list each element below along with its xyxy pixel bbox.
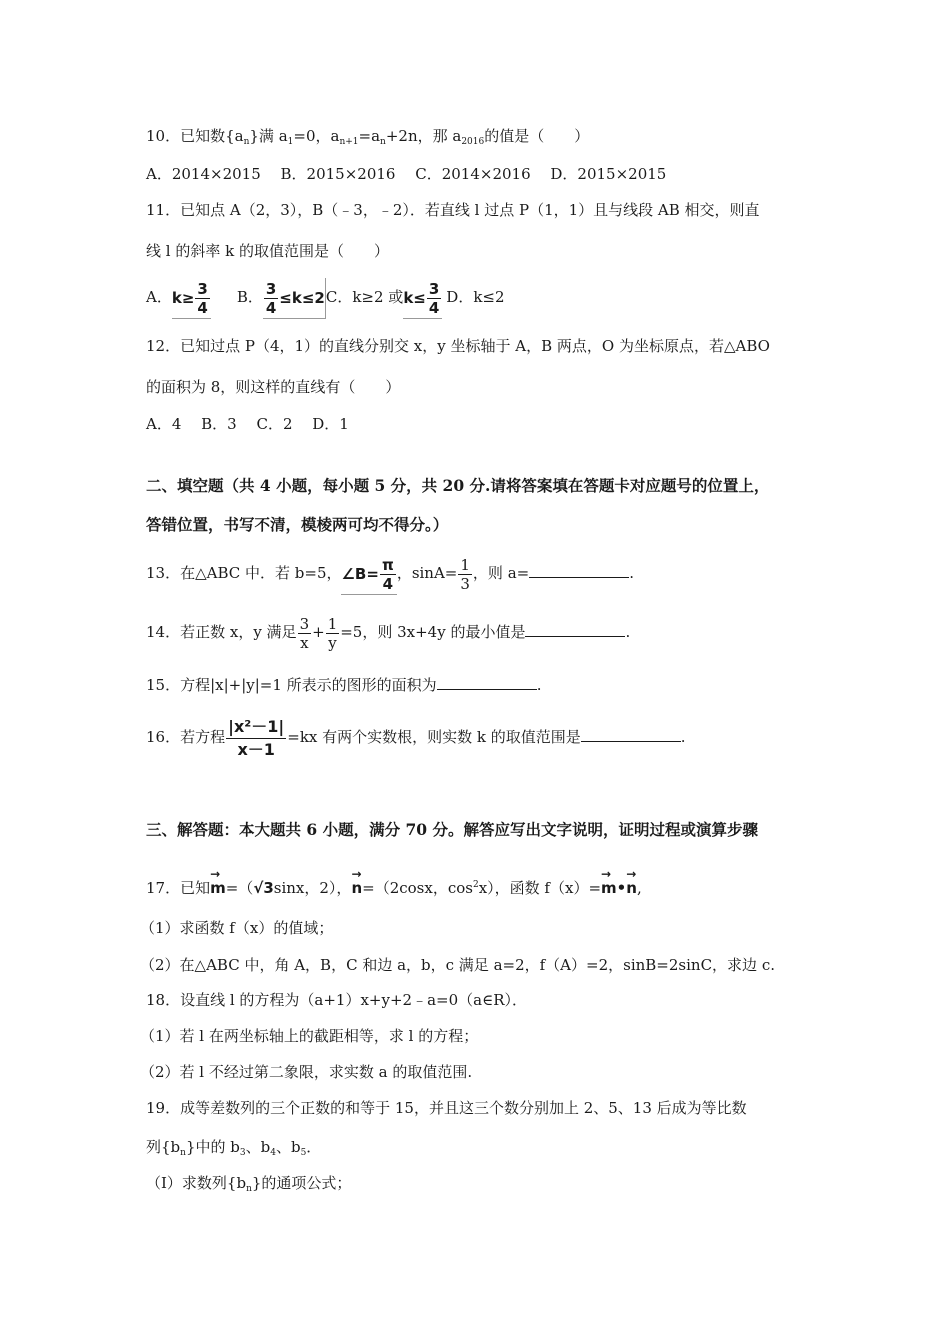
question-18: 18．设直线 l 的方程为（a+1）x+y+2﹣a=0（a∈R）． — [146, 991, 527, 1009]
question-18-part1: （1）若 l 在两坐标轴上的截距相等，求 l 的方程； — [140, 1027, 479, 1045]
vector-n-product: → n — [626, 860, 637, 908]
question-11-options: A．k≥ $\frac{3}{4}$ B． $\frac{3}{4}$ ≤k≤2C．k≥2 或k≤ $\frac{3}{4}$ D．k≤2 — [146, 277, 505, 317]
answer-blank-14[interactable] — [525, 621, 625, 637]
sin-a-fraction: $\frac{1}{3}$ — [460, 555, 470, 593]
question-11-line2: 线 l 的斜率 k 的取值范围是（ ） — [146, 242, 389, 260]
section-3-heading: 三、解答题：本大题共 6 小题，满分 70 分。解答应写出文字说明，证明过程或演算步骤 — [146, 820, 758, 839]
question-10: 10．已知数$\{a_n\}$满 $a_1=0$，$a_{n+1}=a_n+2n$，那 $a_{2016}$的值是（ ） — [146, 127, 590, 147]
one-over-y-fraction: $\frac{1}{y}$ — [327, 614, 338, 652]
question-11-line1: 11．已知点 A（2，3），B（﹣3，﹣2）．若直线 l 过点 P（1，1）且与线段 AB 相交，则直 — [146, 201, 760, 219]
answer-blank-13[interactable] — [529, 562, 629, 578]
question-17: 17．已知→ m=（√3sinx，2），→ n=（2cosx，$\cos^2x$），函数 f（x）=→ m•→ n, — [146, 860, 642, 900]
sqrt-3-image: √3 — [253, 879, 274, 897]
option-a-formula-image: k≥ $\frac{3}{4}$ — [172, 278, 211, 319]
question-12-line1: 12．已知过点 P（4，1）的直线分别交 x，y 坐标轴于 A，B 两点，O 为坐标原点，若△ABO — [146, 337, 770, 355]
question-15: 15．方程|x|+|y|=1 所表示的图形的面积为 . — [146, 676, 542, 694]
question-14: 14．若正数 x，y 满足 $\frac{3}{x}$ + $\frac{1}{y}$ =5，则 3x+4y 的最小值是 . — [146, 614, 631, 652]
question-10-options: A．2014×2015 B．2015×2016 C．2014×2016 D．2015×2015 — [146, 165, 667, 183]
section-2-heading-line2: 答错位置，书写不清，模棱两可均不得分。） — [146, 515, 449, 534]
angle-b-formula-image: ∠B= $\frac{\pi}{4}$ — [341, 554, 396, 595]
question-17-part1: （1）求函数 f（x）的值域； — [140, 919, 334, 937]
option-c-formula-image: k≤ $\frac{3}{4}$ — [403, 278, 442, 319]
vector-m: → m — [210, 860, 226, 908]
vector-m-product: → m — [601, 860, 617, 908]
question-12-line2: 的面积为 8，则这样的直线有（ ） — [146, 378, 401, 396]
question-19-line2: 列$\{b_n\}$中的 $b_3$、$b_4$、$b_5$． — [146, 1138, 322, 1158]
question-12-options: A．4 B．3 C．2 D．1 — [146, 415, 349, 433]
answer-blank-15[interactable] — [437, 674, 537, 690]
question-19-part1: （Ⅰ）求数列$\{b_n\}$的通项公式； — [146, 1174, 352, 1194]
question-19-line1: 19．成等差数列的三个正数的和等于 15，并且这三个数分别加上 2、5、13 后成为等比数 — [146, 1099, 747, 1117]
answer-blank-16[interactable] — [581, 726, 681, 742]
three-over-x-fraction: $\frac{3}{x}$ — [299, 614, 310, 652]
question-18-part2: （2）若 l 不经过第二象限，求实数 a 的取值范围. — [140, 1063, 473, 1081]
question-13: 13．在△ABC 中．若 b=5，∠B= $\frac{\pi}{4}$ ，sinA= $\frac{1}{3}$ ，则 a= . — [146, 555, 634, 593]
abs-fraction-image: $\frac{\text{|x²－1|}}{x-1}$ — [228, 716, 285, 759]
option-b-formula-image: $\frac{3}{4}$ ≤k≤2 — [263, 278, 326, 319]
question-17-part2: （2）在△ABC 中，角 A，B，C 和边 a，b，c 满足 a=2，f（A）=2，sinB=2sinC，求边 c. — [140, 956, 775, 974]
section-2-heading-line1: 二、填空题（共 4 小题，每小题 5 分，共 20 分.请将答案填在答题卡对应题号的位置上， — [146, 476, 770, 495]
question-16: 16．若方程 $\frac{\text{|x²－1|}}{x-1}$ =kx 有两个实数根，则实数 k 的取值范围是 . — [146, 716, 686, 759]
vector-n: → n — [351, 860, 362, 908]
